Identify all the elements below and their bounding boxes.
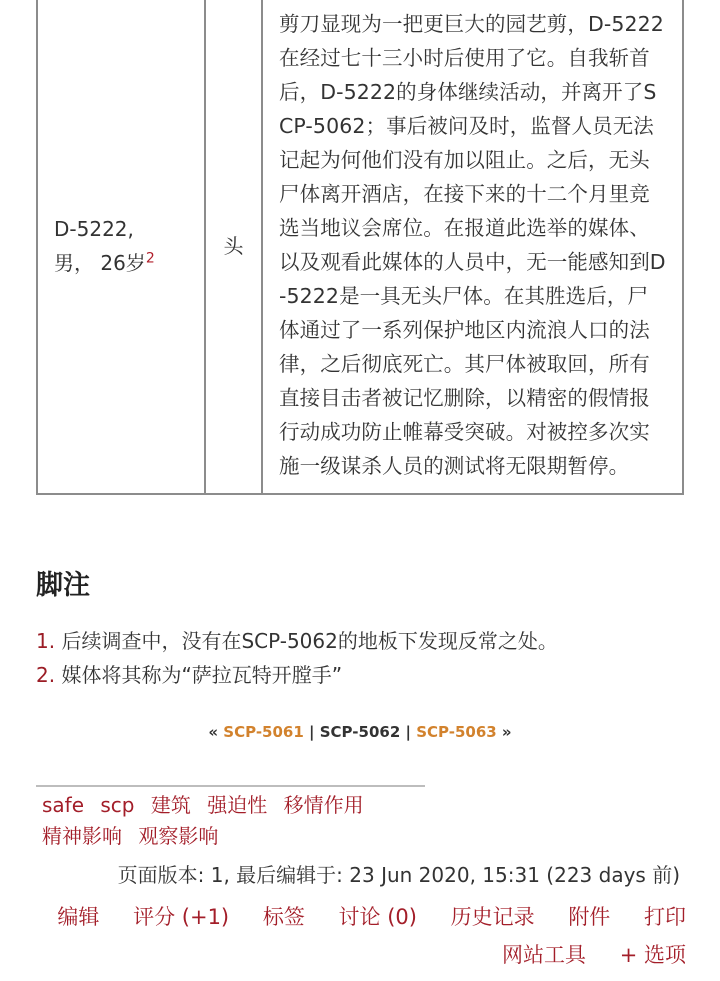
- tag-mind-affecting[interactable]: 精神影响: [42, 824, 122, 848]
- table-row: [37, 0, 683, 494]
- prev-article-link[interactable]: SCP-5061: [223, 723, 304, 741]
- rate-button[interactable]: 评分 (+1): [133, 905, 230, 929]
- footnote-text: 后续调查中，没有在SCP-5062的地板下发现反常之处。: [55, 629, 558, 653]
- nav-separator: |: [303, 723, 320, 741]
- test-results-table: [36, 0, 684, 495]
- body-part: 头: [223, 234, 244, 258]
- tag-architecture[interactable]: 建筑: [150, 793, 191, 817]
- tag-safe[interactable]: safe: [42, 793, 85, 817]
- result-cell: [262, 0, 683, 494]
- body-part-cell: [205, 0, 262, 494]
- page-tags: [42, 790, 442, 852]
- footnote-text: 媒体将其称为“萨拉瓦特开膛手”: [55, 663, 343, 687]
- footnote-ref-2[interactable]: 2: [145, 250, 155, 267]
- tag-observational[interactable]: 观察影响: [138, 824, 219, 848]
- footnotes-list: [36, 624, 558, 692]
- tag-empathic[interactable]: 移情作用: [283, 793, 364, 817]
- current-article: SCP-5062: [319, 723, 401, 741]
- footnotes-heading: 脚注: [36, 570, 90, 601]
- tag-compulsion[interactable]: 强迫性: [207, 793, 268, 817]
- tags-divider: [36, 785, 425, 787]
- history-button[interactable]: 历史记录: [450, 905, 535, 929]
- subject-id: D-5222,: [54, 217, 134, 241]
- nav-separator: |: [400, 723, 417, 741]
- subject-cell: [37, 0, 205, 494]
- page-options-bar: [36, 898, 686, 974]
- next-article-link[interactable]: SCP-5063: [416, 723, 497, 741]
- series-navigation: [0, 721, 720, 743]
- subject-info: 男， 26岁: [54, 251, 146, 275]
- footnote-item: [36, 658, 558, 692]
- print-button[interactable]: 打印: [644, 905, 686, 929]
- result-text: 剪刀显现为一把更巨大的园艺剪，D-5222在经过七十三小时后使用了它。自我斩首后，D-5222的身体继续活动，并离开了SCP-5062；事后被问及时，监督人员无法记起为何他们没有加以阻止。之后，无头尸体离开酒店，在接下来的十二个月里竞选当地议会席位。在报道此选举的媒体、以及观看此媒体的人员中，无一能感知到D-5222是一具无头尸体。在其胜选后，尸体通过了一系列保护地区内流浪人口的法律，之后彻底死亡。其尸体被取回，所有直接目击者被记忆删除，以精密的假情报行动成功防止帷幕受突破。对被控多次实施一级谋杀人员的测试将无限期暂停。: [279, 12, 666, 478]
- page-version-info: 页面版本: 1, 最后编辑于: 23 Jun 2020, 15:31 (223 days 前): [117, 863, 680, 887]
- next-arrow: »: [496, 723, 512, 741]
- more-options-button[interactable]: + 选项: [619, 943, 686, 967]
- footnote-backlink-1[interactable]: 1.: [36, 629, 56, 653]
- tag-scp[interactable]: scp: [100, 793, 135, 817]
- files-button[interactable]: 附件: [568, 905, 611, 929]
- footnote-item: [36, 624, 558, 658]
- discuss-button[interactable]: 讨论 (0): [338, 905, 417, 929]
- edit-button[interactable]: 编辑: [57, 905, 100, 929]
- site-tools-button[interactable]: 网站工具: [502, 943, 587, 967]
- tags-button[interactable]: 标签: [262, 905, 305, 929]
- footnote-backlink-2[interactable]: 2.: [36, 663, 56, 687]
- prev-arrow: «: [208, 723, 224, 741]
